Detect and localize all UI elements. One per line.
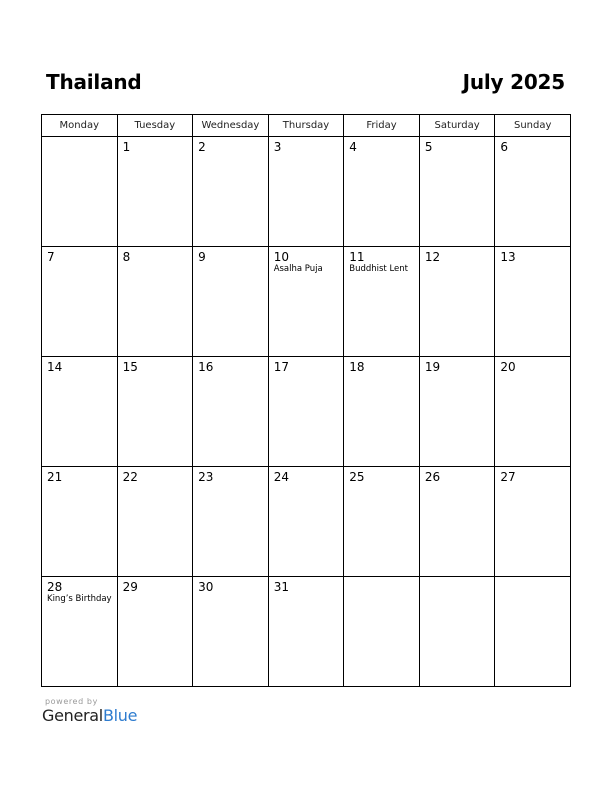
day-number: 22: [122, 470, 138, 484]
day-number: 7: [47, 250, 55, 264]
weekday-header-row: [42, 115, 571, 137]
day-cell: [42, 357, 118, 467]
day-cell: [344, 357, 420, 467]
day-cell: [268, 357, 344, 467]
holiday-label: King’s Birthday: [47, 594, 112, 604]
day-cell: [117, 247, 193, 357]
day-number: 1: [122, 140, 131, 154]
day-number: 17: [273, 360, 289, 374]
week-row: [42, 357, 571, 467]
day-number: 12: [424, 250, 441, 264]
country-title: Thailand: [46, 70, 142, 94]
day-cell: [268, 247, 344, 357]
day-cell: [419, 247, 495, 357]
day-cell: [42, 247, 118, 357]
day-number: 28: [47, 580, 63, 594]
weekday-header: Tuesday: [117, 115, 193, 137]
day-cell: [117, 467, 193, 577]
day-number: 23: [198, 470, 214, 484]
day-number: 27: [500, 470, 516, 484]
day-cell: [193, 467, 269, 577]
day-cell: [117, 577, 193, 687]
day-number: 10: [273, 250, 289, 264]
brand-blue-text: Blue: [102, 706, 138, 725]
day-cell: [495, 247, 571, 357]
day-number: 31: [273, 580, 289, 594]
day-number: 3: [273, 140, 282, 154]
day-cell: [495, 577, 571, 687]
day-number: 4: [349, 140, 357, 154]
day-number: [420, 577, 495, 580]
day-cell: [344, 137, 420, 247]
weekday-header: Monday: [42, 115, 118, 137]
week-row: [42, 137, 571, 247]
day-number: [495, 577, 570, 580]
day-cell: [117, 137, 193, 247]
day-number: [344, 577, 419, 580]
weekday-header: Friday: [344, 115, 420, 137]
day-number: 19: [424, 360, 441, 374]
day-cell: [42, 577, 118, 687]
day-number: 15: [122, 360, 138, 374]
day-cell: [193, 577, 269, 687]
day-number: 11: [349, 250, 365, 264]
day-number: 30: [198, 580, 214, 594]
day-number: 2: [198, 140, 206, 154]
footer-branding: [42, 697, 137, 725]
day-cell: [268, 137, 344, 247]
week-row: [42, 247, 571, 357]
day-cell: [268, 467, 344, 577]
day-number: 18: [349, 360, 365, 374]
day-cell: [419, 467, 495, 577]
day-number: 29: [122, 580, 138, 594]
weekday-header: Saturday: [419, 115, 495, 137]
calendar-grid: [41, 114, 571, 687]
day-number: 9: [198, 250, 206, 264]
weekday-header: Wednesday: [193, 115, 269, 137]
day-cell: [193, 357, 269, 467]
day-number: 25: [349, 470, 365, 484]
holiday-label: Asalha Puja: [273, 264, 323, 274]
day-cell: [344, 577, 420, 687]
day-number: 5: [424, 140, 433, 154]
day-cell: [193, 137, 269, 247]
day-number: 8: [122, 250, 131, 264]
day-cell: [419, 137, 495, 247]
weekday-header: Thursday: [268, 115, 344, 137]
week-row: [42, 467, 571, 577]
day-cell: [42, 137, 118, 247]
week-row: [42, 577, 571, 687]
day-number: 20: [500, 360, 516, 374]
brand-logo[interactable]: [42, 707, 137, 725]
day-cell: [419, 577, 495, 687]
day-number: 16: [198, 360, 214, 374]
holiday-label: Buddhist Lent: [349, 264, 409, 274]
day-number: 24: [273, 470, 289, 484]
day-cell: [495, 467, 571, 577]
day-number: [42, 137, 117, 140]
day-cell: [344, 247, 420, 357]
day-cell: [419, 357, 495, 467]
day-cell: [268, 577, 344, 687]
powered-by-text: powered by: [45, 697, 98, 706]
day-cell: [495, 137, 571, 247]
day-number: 21: [47, 470, 63, 484]
day-number: 6: [500, 140, 509, 154]
day-cell: [495, 357, 571, 467]
day-number: 26: [424, 470, 441, 484]
day-cell: [344, 467, 420, 577]
day-cell: [193, 247, 269, 357]
brand-general-text: General: [42, 706, 103, 725]
day-cell: [117, 357, 193, 467]
day-cell: [42, 467, 118, 577]
month-title: July 2025: [462, 70, 565, 94]
day-number: 13: [500, 250, 516, 264]
day-number: 14: [47, 360, 63, 374]
weekday-header: Sunday: [495, 115, 571, 137]
